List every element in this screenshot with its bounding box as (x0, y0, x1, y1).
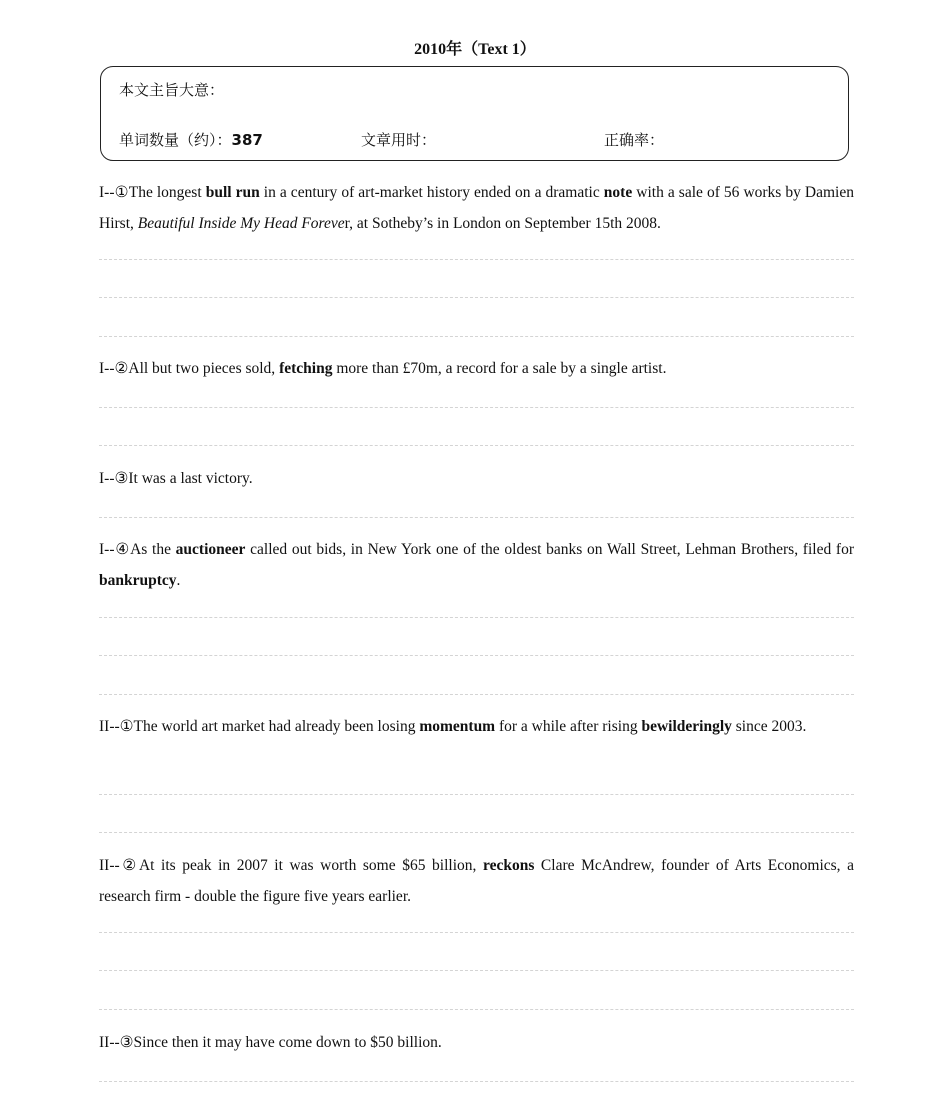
sentence-text: in a century of art-market history ended on a dramatic (259, 184, 604, 201)
answer-line[interactable] (99, 407, 854, 408)
keyword: bewilderingly (641, 718, 732, 735)
sentence-text: I--③It was a last victory. (99, 470, 253, 487)
answer-line[interactable] (99, 445, 854, 446)
sentence-text: Clare McAndrew, founder of Arts Economics, a research firm - double the figure five years earlier. (99, 857, 855, 905)
sentence-text: with a sale of 56 works by Damien Hirst, (99, 184, 854, 232)
sentence-paragraph (99, 353, 854, 384)
sentence-text: II--①The world art market had already been losing (99, 718, 420, 735)
answer-line[interactable] (99, 694, 854, 695)
answer-line[interactable] (99, 1009, 854, 1010)
sentence-paragraph (99, 177, 854, 239)
answer-line[interactable] (99, 517, 854, 518)
answer-line[interactable] (99, 1081, 854, 1082)
accuracy-label: 正确率： (604, 131, 665, 149)
sentence-paragraph (99, 1027, 854, 1058)
answer-line[interactable] (99, 617, 854, 618)
reading-time-label: 文章用时： (361, 131, 437, 149)
keyword: bull run (205, 184, 260, 201)
keyword: momentum (419, 718, 496, 735)
answer-line[interactable] (99, 970, 854, 971)
word-count-value: 387 (231, 131, 263, 149)
sentence-text: r, at Sotheby’s in London on September 15th 2008. (344, 215, 661, 232)
sentence-text: more than £70m, a record for a sale by a single artist. (332, 360, 667, 377)
sentence-paragraph (99, 850, 854, 912)
sentence-paragraph (99, 711, 854, 742)
answer-line[interactable] (99, 259, 854, 260)
sentence-paragraph (99, 534, 854, 596)
keyword: fetching (279, 360, 333, 377)
answer-line[interactable] (99, 336, 854, 337)
answer-line[interactable] (99, 297, 854, 298)
sentence-text: since 2003. (731, 718, 807, 735)
keyword: auctioneer (175, 541, 246, 558)
sentence-text: called out bids, in New York one of the oldest banks on Wall Street, Lehman Brothers, filed for (245, 541, 854, 558)
sentence-text: . (176, 572, 181, 589)
sentence-text: I--②All but two pieces sold, (99, 360, 280, 377)
answer-line[interactable] (99, 832, 854, 833)
keyword: reckons (482, 857, 535, 874)
sentence-text: II--③Since then it may have come down to $50 billion. (99, 1034, 442, 1051)
summary-box (100, 66, 849, 161)
page-title: 2010年（Text 1） (414, 41, 536, 58)
word-count-label: 单词数量（约）： (119, 131, 232, 149)
keyword: note (603, 184, 633, 201)
sentence-paragraph (99, 463, 854, 494)
sentence-text: for a while after rising (495, 718, 642, 735)
word-count (119, 129, 263, 150)
keyword: bankruptcy (99, 572, 177, 589)
main-idea-label: 本文主旨大意： (119, 81, 225, 99)
sentence-text: II--②At its peak in 2007 it was worth some $65 billion, (99, 857, 483, 874)
answer-line[interactable] (99, 655, 854, 656)
sentence-text: I--④As the (99, 541, 176, 558)
answer-line[interactable] (99, 932, 854, 933)
answer-line[interactable] (99, 794, 854, 795)
sentence-text: I--①The longest (99, 184, 206, 201)
italic-title: Beautiful Inside My Head Foreve (137, 215, 345, 232)
